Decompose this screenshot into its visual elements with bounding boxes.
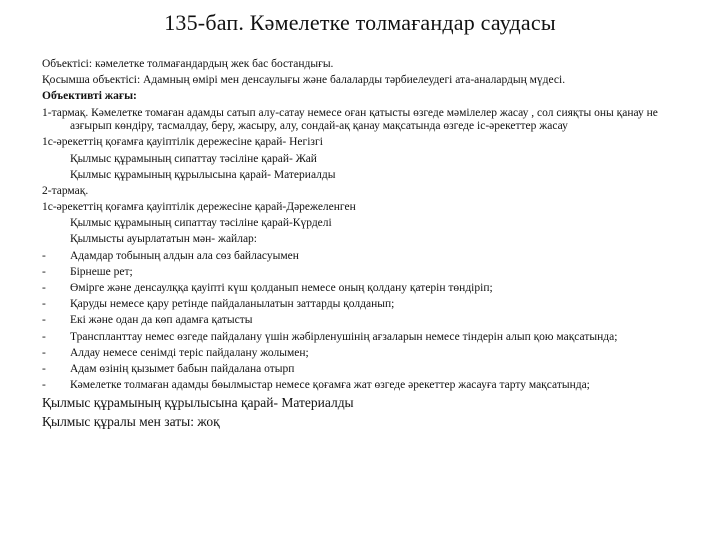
instrument-footer-line: Қылмыс құралы мен заты: жоқ (42, 414, 220, 430)
dash-marker: - (42, 282, 46, 295)
classification-structure-1: Қылмыс құрамының құрылысына қарай- Материалды (70, 168, 336, 181)
dash-marker: - (42, 314, 46, 327)
list-item: - Екі және одан да көп адамға қатысты (42, 314, 253, 327)
dash-marker: - (42, 346, 46, 359)
dash-marker: - (42, 249, 46, 262)
aggravating-list (42, 250, 682, 393)
dash-marker: - (42, 298, 46, 311)
page-title: 135-бап. Кәмелетке толмағандар саудасы (164, 10, 556, 35)
list-item: - Алдау немесе сенімді теріс пайдалану жолымен; (42, 346, 309, 359)
list-item: - Бірнеше рет; (42, 265, 133, 278)
classification-danger-2: 1с-әрекеттің қоғамға қауіптілік дережесіне қарай-Дәрежеленген (42, 201, 356, 214)
list-item: - Қаруды немесе қару ретінде пайдаланылатын заттарды қолданып; (42, 298, 395, 311)
classification-description-2: Қылмыс құрамының сипаттау тәсіліне қарай-Күрделі (70, 217, 332, 230)
paragraph-2-heading: 2-тармақ. (42, 184, 89, 197)
dash-marker: - (42, 330, 46, 343)
structure-footer-line: Қылмыс құрамының құрылысына қарай- Материалды (42, 395, 354, 411)
list-item: - Адам өзінің қызымет бабын пайдалана отырп (42, 362, 295, 375)
list-item: - Өмірге және денсаулққа қауіпті күш қолданып немесе оның қолдану қатерін төндіріп; (42, 282, 493, 295)
dash-marker: - (42, 265, 46, 278)
list-item: - Транспланттау немес өзгеде пайдалану үшін жәбірленушінің ағзаларын немесе тіндерін алып қою мақсатында; (42, 330, 618, 343)
list-item: - Адамдар тобының алдын ала сөз байласуымен (42, 249, 299, 262)
slide-body (42, 58, 682, 433)
list-item: - Кәмелетке толмаған адамды бөылмыстар немесе қоғамға жат өзгеде әрекеттер жасауға тарту мақсатында; (42, 379, 590, 392)
classification-description-1: Қылмыс құрамының сипаттау тәсіліне қарай- Жай (70, 152, 317, 165)
additional-object-line: Қосымша объектісі: Адамның өмірі мен денсаулығы және балаларды тәрбиелеудегі ата-аналардың мүдесі. (42, 74, 566, 87)
dash-marker: - (42, 379, 46, 392)
aggravating-circumstances-heading: Қылмысты ауырлататын мән- жайлар: (70, 233, 257, 246)
classification-danger-1: 1с-әрекеттің қоғамға қауіптілік дережесіне қарай- Негізгі (42, 136, 323, 149)
paragraph-1: 1-тармақ. Кәмелетке томаған адамды сатып алу-сатау немесе оған қатысты өзгеде мәмілелер жасау , сол сияқты оны қанау не азғырып көндіру, тасмалдау, беру, жасыру, алу, сондай-ақ қанау мақсатында өзгеде іс-әрекеттер жасау (42, 106, 658, 133)
dash-marker: - (42, 362, 46, 375)
object-line: Объектісі: кәмелетке толмағандардың жек бас бостандығы. (42, 58, 334, 70)
objective-side-heading: Объективті жағы: (42, 90, 137, 103)
